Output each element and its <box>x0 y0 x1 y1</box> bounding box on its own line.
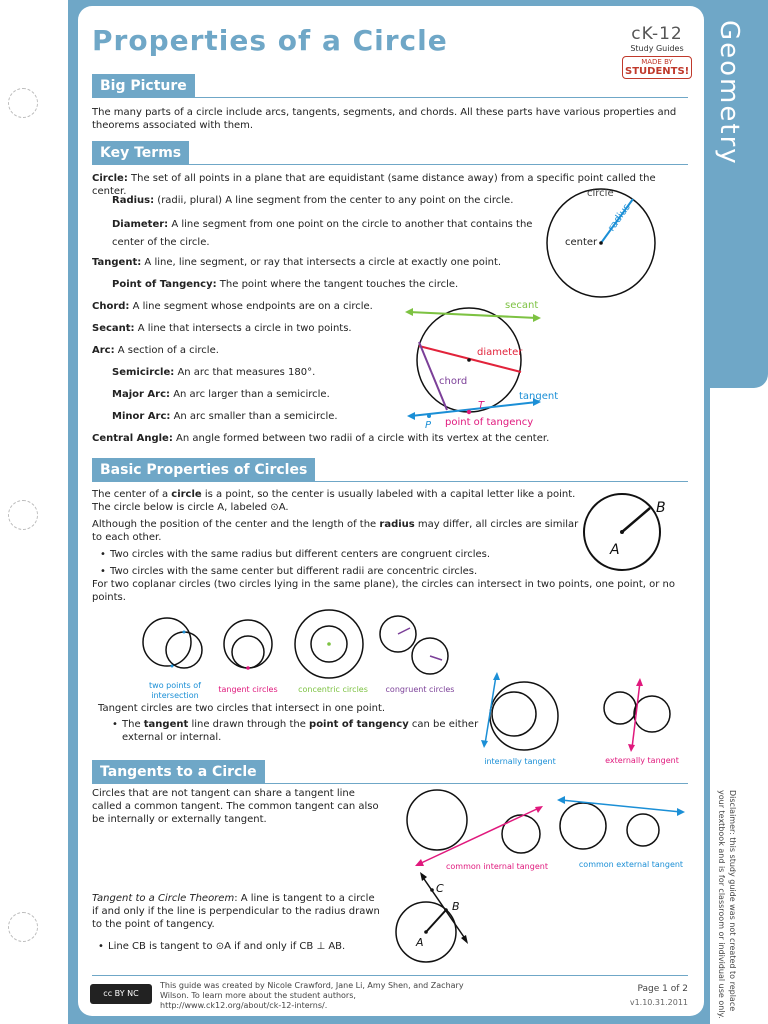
intersection-point <box>183 631 186 634</box>
center-point <box>467 358 471 362</box>
tangent-line <box>411 402 537 416</box>
label-tangent: tangent <box>519 391 559 402</box>
point-b <box>444 908 448 912</box>
section-rule <box>92 97 688 98</box>
radius-line <box>398 628 410 634</box>
circle-shape <box>490 682 558 750</box>
point-c <box>430 888 434 892</box>
circle-shape <box>634 696 670 732</box>
footer-credits: This guide was created by Nicole Crawford, Jane Li, Amy Shen, and Zachary Wilson. To learn more about the student authors, http://www.ck12.org/about/ck-12-interns/. <box>160 981 464 1010</box>
section-heading-big-picture: Big Picture <box>92 74 195 98</box>
label-chord: chord <box>439 376 468 387</box>
side-tab-label: Geometry <box>714 20 744 166</box>
big-picture-text: The many parts of a circle include arcs, tangents, segments, and chords. All these parts have various properties and theorems associated with them. <box>92 107 677 131</box>
basic-p3: Although the position of the center and the length of the radius may differ, all circles are similar to each other. <box>92 519 579 543</box>
basic-p2: The circle below is circle A, labeled ⊙A. <box>92 502 289 513</box>
ck12-logo: cK-12 Study Guides MADE BY STUDENTS! <box>622 24 692 86</box>
circle-shape <box>627 814 659 846</box>
label-congruent-circles: congruent circles <box>385 685 455 694</box>
tangency-point <box>246 666 250 670</box>
binder-hole <box>8 912 38 942</box>
arrow-head <box>677 808 685 816</box>
section-rule <box>92 481 688 482</box>
radius-line <box>426 910 446 932</box>
term-secant: Secant: A line that intersects a circle in two points. <box>92 323 352 334</box>
circle-shape <box>224 620 272 668</box>
label-b: B <box>656 500 666 516</box>
circle-shape <box>492 692 536 736</box>
section-heading-basic-properties: Basic Properties of Circles <box>92 458 315 482</box>
circle-shape <box>232 636 264 668</box>
center-point <box>424 930 428 934</box>
label-p: P <box>425 420 432 431</box>
basic-bullet-1: • Two circles with the same radius but different centers are congruent circles. <box>110 548 580 561</box>
term-point-of-tangency: Point of Tangency: The point where the tangent touches the circle. <box>112 279 459 290</box>
binder-hole <box>8 500 38 530</box>
label-diameter: diameter <box>477 347 523 358</box>
section-heading-tangents: Tangents to a Circle <box>92 760 265 784</box>
radius-line <box>622 508 650 532</box>
circle-shape <box>560 803 606 849</box>
center-point <box>599 241 603 245</box>
label-intersection: intersection <box>151 691 199 700</box>
tangent-theorem-diagram <box>390 870 480 970</box>
section-rule <box>92 783 688 784</box>
circle-parts-diagram <box>405 298 565 431</box>
label-center: center <box>565 237 598 248</box>
circle-intersection-diagrams <box>140 608 470 703</box>
disclaimer: Disclaimer: this study guide was not created to replace your textbook and is for classroom or individual use only. <box>717 790 737 1019</box>
arrow-head <box>493 672 500 680</box>
arrow-head <box>405 308 413 316</box>
basic-p5: Tangent circles are two circles that intersect in one point. <box>98 703 386 714</box>
section-rule <box>92 164 688 165</box>
tangent-line <box>632 682 640 748</box>
label-common-internal-tangent: common internal tangent <box>446 862 548 871</box>
circle-shape <box>604 692 636 724</box>
circle-shape <box>502 815 540 853</box>
label-circle: circle <box>587 188 614 199</box>
basic-bullet-2: • Two circles with the same center but different radii are concentric circles. <box>110 565 580 578</box>
term-central-angle: Central Angle: An angle formed between two radii of a circle with its vertex at the center. <box>92 433 550 444</box>
common-tangent-diagram <box>405 788 695 873</box>
label-radius: radius <box>606 201 633 234</box>
term-major-arc: Major Arc: An arc larger than a semicircle. <box>112 389 330 400</box>
tangent-circles-diagram <box>480 670 690 770</box>
label-concentric-circles: concentric circles <box>298 685 368 694</box>
term-arc: Arc: A section of a circle. <box>92 345 219 356</box>
label-internally-tangent: internally tangent <box>484 757 556 766</box>
point-p-dot <box>427 414 431 418</box>
point-of-tangency-dot <box>467 410 471 414</box>
label-b: B <box>452 900 460 913</box>
arrow-head <box>636 678 643 686</box>
label-t: T <box>478 400 485 411</box>
arrow-head <box>557 796 565 804</box>
label-point-of-tangency: point of tangency <box>445 417 534 428</box>
basic-bullet-3: • The tangent line drawn through the point of tangency can be either external or internal. <box>122 718 482 744</box>
intersection-point <box>171 665 174 668</box>
circle-a-diagram <box>582 490 682 565</box>
term-chord: Chord: A line segment whose endpoints are on a circle. <box>92 301 373 312</box>
label-a: A <box>416 936 424 949</box>
arrow-head <box>420 872 427 881</box>
tangents-p1: Circles that are not tangent can share a tangent line called a common tangent. The common tangent can also be internally or externally tangent. <box>92 788 379 825</box>
theorem-bullet: • Line CB is tangent to ⊙A if and only if CB ⊥ AB. <box>108 940 388 953</box>
label-c: C <box>436 882 444 895</box>
center-point <box>327 642 331 646</box>
circle-shape <box>407 790 467 850</box>
circle-shape <box>166 632 202 668</box>
section-heading-key-terms: Key Terms <box>92 141 189 165</box>
external-tangent-line <box>561 800 681 812</box>
label-a: A <box>610 542 620 558</box>
circle-radius-diagram <box>545 185 660 300</box>
term-semicircle: Semicircle: An arc that measures 180°. <box>112 367 316 378</box>
label-externally-tangent: externally tangent <box>605 756 679 765</box>
made-by-students-stamp: MADE BY STUDENTS! <box>622 56 692 79</box>
page-title: Properties of a Circle <box>92 24 448 57</box>
theorem-text: Tangent to a Circle Theorem: A line is tangent to a circle if and only if the line is perpendicular to the radius drawn to the point of tangency. <box>92 893 380 930</box>
term-diameter: Diameter: A line segment from one point on the circle to another that contains the center of the circle. <box>112 219 533 248</box>
arrow-head <box>461 935 468 944</box>
label-two-points: two points of <box>149 681 201 690</box>
arrow-head <box>481 740 488 748</box>
term-circle: Circle: The set of all points in a plane that are equidistant (same distance away) from a specific point called the center. <box>92 173 656 197</box>
circle-shape <box>143 618 191 666</box>
page-number: Page 1 of 2 <box>637 984 688 994</box>
creative-commons-badge: cc BY NC <box>90 984 152 1004</box>
center-point <box>620 530 624 534</box>
secant-line <box>409 312 537 318</box>
footer-rule <box>92 975 688 976</box>
internal-tangent-line <box>419 808 539 864</box>
version: v1.10.31.2011 <box>629 998 688 1007</box>
arrow-head <box>533 314 541 322</box>
label-tangent-circles: tangent circles <box>218 685 278 694</box>
label-secant: secant <box>505 300 539 311</box>
basic-p4: For two coplanar circles (two circles lying in the same plane), the circles can intersect in two points, one point, or no points. <box>92 579 675 603</box>
radius-line <box>430 656 442 660</box>
term-radius: Radius: (radii, plural) A line segment from the center to any point on the circle. <box>112 195 514 206</box>
arrow-head <box>628 744 635 752</box>
arrow-head <box>407 412 415 420</box>
term-minor-arc: Minor Arc: An arc smaller than a semicircle. <box>112 411 338 422</box>
binder-hole <box>8 88 38 118</box>
label-common-external-tangent: common external tangent <box>578 860 684 869</box>
term-tangent: Tangent: A line, line segment, or ray that intersects a circle at exactly one point. <box>92 257 502 268</box>
basic-p1: The center of a circle is a point, so the center is usually labeled with a capital letter like a point. <box>92 489 576 500</box>
